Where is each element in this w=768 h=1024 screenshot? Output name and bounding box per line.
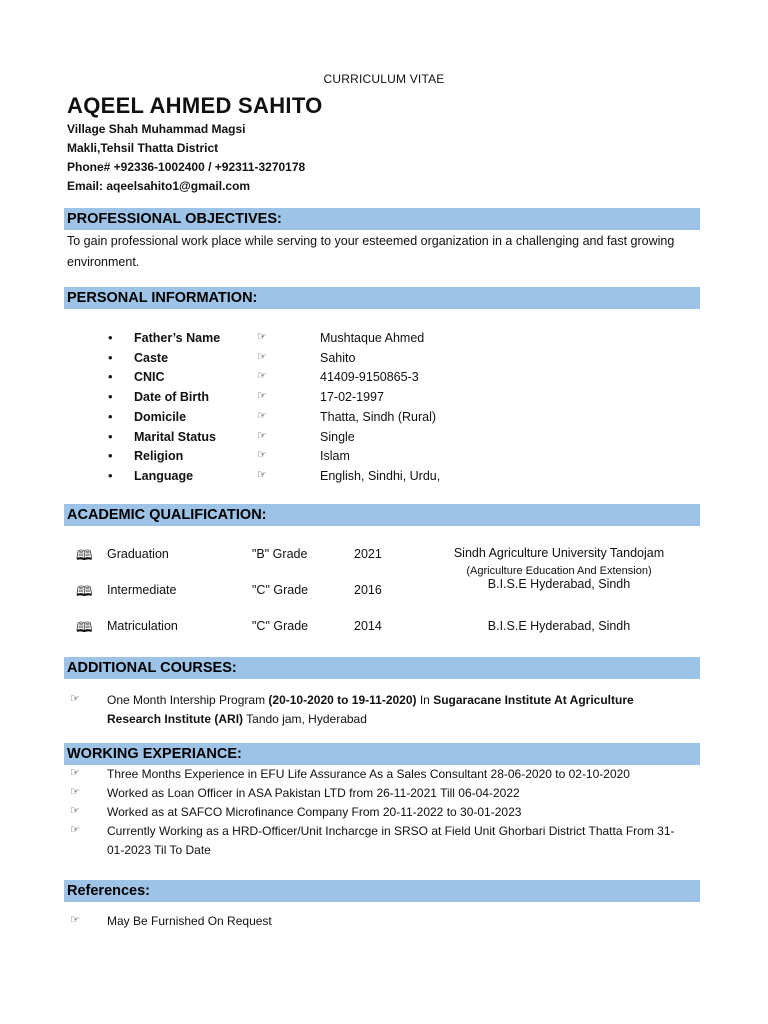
personal-label: Marital Status [134,429,216,444]
pointer-icon: ☞ [257,468,267,481]
experience-item: 01-2023 Til To Date [107,843,211,857]
degree-name: Matriculation [107,619,178,633]
personal-label: Language [134,468,194,483]
bullet-icon: • [108,349,113,365]
pointer-icon: ☞ [70,805,80,817]
book-icon: 🕮 [76,547,93,563]
phone-line: Phone# +92336-1002400 / +92311-3270178 [67,160,306,174]
bullet-icon: • [108,389,113,405]
section-title-academic: ACADEMIC QUALIFICATION: [67,507,267,523]
course-location: Tando jam, Hyderabad [243,712,367,726]
objective-text: To gain professional work place while serving to your esteemed organization in a challenging and fast growing environment. [67,234,675,269]
references-text: May Be Furnished On Request [107,914,272,928]
experience-item: Three Months Experience in EFU Life Assurance As a Sales Consultant 28-06-2020 to 02-10-2020 [107,767,630,781]
pointer-icon: ☞ [70,914,80,926]
personal-label: Father’s Name [134,331,221,345]
experience-item: Currently Working as a HRD-Officer/Unit Incharcge in SRSO at Field Unit Ghorbari District Thatta From 31- [107,824,675,838]
personal-label: CNIC [134,370,165,385]
section-title-personal: PERSONAL INFORMATION: [67,290,258,306]
degree-institute: B.I.S.E Hyderabad, Sindh [487,577,631,591]
section-title-objectives: PROFESSIONAL OBJECTIVES: [67,211,282,227]
degree-note: (Agriculture Education And Extension) [466,565,652,577]
pointer-icon: ☞ [257,350,267,363]
degree-year: 2014 [354,619,382,633]
pointer-icon: ☞ [257,370,267,383]
section-header-experience [64,743,700,765]
course-dates: (20-10-2020 to 19-11-2020) [268,693,417,707]
bullet-icon: • [108,408,113,424]
course-institute: Research Institute (ARI) [107,712,244,726]
personal-label: Date of Birth [134,390,209,405]
experience-item: Worked as Loan Officer in ASA Pakistan LTD from 26-11-2021 Till 06-04-2022 [107,786,520,800]
document-title: CURRICULUM VITAE [323,72,445,86]
bullet-icon: • [108,330,113,345]
degree-institute: Sindh Agriculture University Tandojam [453,546,665,560]
course-text: In [416,693,434,707]
pointer-icon: ☞ [257,390,267,403]
degree-grade: "B" Grade [252,547,308,561]
degree-institute: B.I.S.E Hyderabad, Sindh [487,619,631,633]
section-title-courses: ADDITIONAL COURSES: [67,660,237,676]
address-line-1: Village Shah Muhammad Magsi [67,122,246,136]
degree-year: 2021 [354,547,382,561]
section-header-references [64,880,700,902]
course-institute: Sugaracane Institute At Agriculture [433,693,634,707]
pointer-icon: ☞ [70,693,80,705]
course-text: One Month Intership Program [107,693,269,707]
degree-name: Intermediate [107,583,177,597]
degree-year: 2016 [354,583,382,597]
bullet-icon: • [108,448,113,464]
address-line-2: Makli,Tehsil Thatta District [67,141,219,155]
section-header-courses [64,657,700,679]
personal-value: English, Sindhi, Urdu, [320,468,441,483]
pointer-icon: ☞ [70,786,80,798]
pointer-icon: ☞ [70,767,80,779]
book-icon: 🕮 [76,619,93,635]
personal-value: 41409-9150865-3 [320,370,419,385]
course-line-1 [107,693,707,707]
section-title-experience: WORKING EXPERIANCE: [67,746,242,762]
pointer-icon: ☞ [70,824,80,836]
degree-name: Graduation [107,547,169,561]
personal-value: Mushtaque Ahmed [320,331,425,345]
personal-label: Caste [134,350,169,365]
section-header-personal [64,287,700,309]
degree-grade: "C" Grade [252,619,309,633]
email-line: Email: aqeelsahito1@gmail.com [67,179,251,193]
bullet-icon: • [108,467,113,483]
bullet-icon: • [108,369,113,385]
pointer-icon: ☞ [257,331,267,343]
personal-value: Thatta, Sindh (Rural) [320,409,437,424]
pointer-icon: ☞ [257,449,267,462]
candidate-name: AQEEL AHMED SAHITO [67,93,323,118]
degree-grade: "C" Grade [252,583,309,597]
personal-value: 17-02-1997 [320,390,384,405]
pointer-icon: ☞ [257,429,267,442]
personal-value: Islam [320,449,350,464]
course-line-2 [107,712,707,726]
personal-label: Domicile [134,409,187,424]
personal-value: Sahito [320,350,356,365]
section-header-academic [64,504,700,526]
section-header-objectives [64,208,700,230]
book-icon: 🕮 [76,583,93,599]
section-title-references: References: [67,883,151,899]
personal-value: Single [320,429,355,444]
personal-label: Religion [134,449,184,464]
pointer-icon: ☞ [257,409,267,422]
bullet-icon: • [108,428,113,444]
experience-item: Worked as at SAFCO Microfinance Company From 20-11-2022 to 30-01-2023 [107,805,522,819]
